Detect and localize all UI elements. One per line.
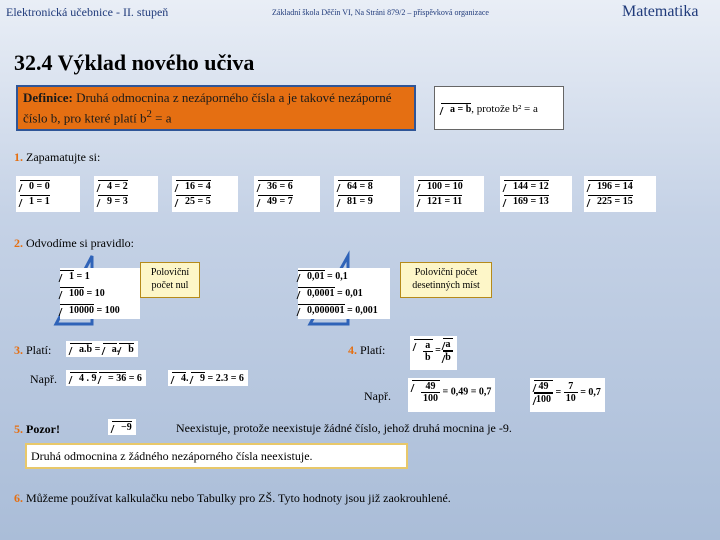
section-6-heading	[14, 491, 451, 506]
memo-line: 1 = 1	[20, 194, 76, 209]
section-5-heading	[14, 422, 60, 437]
section-2-num: 2.	[14, 236, 23, 250]
memo-line: 81 = 9	[338, 194, 396, 209]
section-4-text: Platí:	[360, 343, 386, 357]
section-3-heading	[14, 343, 51, 358]
rule-right-note: Poloviční počet desetinných míst	[400, 262, 492, 298]
memo-line: 225 = 15	[588, 194, 652, 209]
memo-card	[414, 176, 484, 212]
page-title: 32.4 Výklad nového učiva	[14, 50, 255, 75]
example-3-formula-2: 4. 9 = 2.3 = 6	[168, 370, 248, 386]
rule-right-row-2: 0,000001 = 0,001	[298, 302, 390, 319]
memo-line: 196 = 14	[588, 179, 652, 194]
section-3-formula: a.b = a. b	[66, 341, 138, 357]
section-5-note: Neexistuje, protože neexistuje žádné číslo, jehož druhá mocnina je -9.	[176, 421, 512, 435]
rule-left-note: Poloviční počet nul	[140, 262, 200, 298]
memo-line: 0 = 0	[20, 179, 76, 194]
memo-card	[254, 176, 320, 212]
side-lhs: a = b	[441, 103, 471, 115]
section-3-num: 3.	[14, 343, 23, 357]
section-1-heading	[14, 150, 100, 165]
memo-line: 16 = 4	[176, 179, 234, 194]
memo-card	[16, 176, 80, 212]
definition-box	[16, 85, 416, 131]
memo-card	[334, 176, 400, 212]
memo-line: 144 = 12	[504, 179, 568, 194]
section-2-text: Odvodíme si pravidlo:	[26, 236, 134, 250]
definition-text: Druhá odmocnina z nezáporného čísla a je takové nezáporné číslo b, pro které platí b	[23, 90, 392, 126]
example-4-formula-1: $\frac{49}{100}$ = 0,49 = 0,7	[408, 378, 495, 412]
memo-card	[584, 176, 656, 212]
memo-line: 9 = 3	[98, 194, 154, 209]
memo-line: 64 = 8	[338, 179, 396, 194]
rule-left-row-2: 10000 = 100	[60, 302, 140, 319]
memo-card	[172, 176, 238, 212]
section-5-expr: −9	[108, 419, 136, 435]
note-box: Druhá odmocnina z žádného nezáporného čísla neexistuje.	[25, 443, 408, 469]
rule-right-card	[298, 268, 390, 319]
section-2-heading	[14, 236, 134, 251]
example-4-label: Např.	[364, 389, 391, 403]
section-4-heading	[348, 343, 385, 358]
section-5-num: 5.	[14, 422, 23, 436]
memo-card	[94, 176, 158, 212]
memo-line: 169 = 13	[504, 194, 568, 209]
example-3-label: Např.	[30, 372, 57, 386]
definition-label: Definice:	[23, 90, 73, 105]
section-5-text: Pozor!	[26, 422, 60, 436]
memo-line: 121 = 11	[418, 194, 480, 209]
rule-right-row-0: 0,01 = 0,1	[298, 268, 390, 285]
side-text: , protože b² = a	[471, 103, 538, 115]
section-1-text: Zapamatujte si:	[26, 150, 101, 164]
example-4-formula-2: $\frac{49}{100}$ = $\frac{7}{10}$ = 0,7	[530, 378, 605, 412]
header-subject: Matematika	[622, 3, 699, 20]
header-left: Elektronická učebnice - II. stupeň	[6, 5, 169, 19]
memo-line: 4 = 2	[98, 179, 154, 194]
definition-tail: = a	[151, 110, 172, 126]
section-1-num: 1.	[14, 150, 23, 164]
section-6-num: 6.	[14, 491, 23, 505]
rule-left-row-0: 1 = 1	[60, 268, 140, 285]
section-4-formula: $\frac{a}{b}$ = $\frac{a}{b}$	[410, 336, 457, 370]
rule-left-card	[60, 268, 140, 319]
definition-side-box	[434, 86, 564, 130]
section-3-text: Platí:	[26, 343, 52, 357]
section-4-num: 4.	[348, 343, 357, 357]
definition-exp: 2	[146, 108, 152, 120]
rule-right-row-1: 0,0001 = 0,01	[298, 285, 390, 302]
rule-left-row-1: 100 = 10	[60, 285, 140, 302]
header-center: Základní škola Děčín VI, Na Stráni 879/2 – příspěvková organizace	[272, 8, 489, 17]
memo-card	[500, 176, 572, 212]
memo-line: 49 = 7	[258, 194, 316, 209]
memo-line: 25 = 5	[176, 194, 234, 209]
example-3-formula: 4 . 9 = 36 = 6	[66, 370, 146, 386]
memo-line: 36 = 6	[258, 179, 316, 194]
memo-line: 100 = 10	[418, 179, 480, 194]
section-6-text: Můžeme používat kalkulačku nebo Tabulky pro ZŠ. Tyto hodnoty jsou již zaokrouhlené.	[26, 491, 451, 505]
